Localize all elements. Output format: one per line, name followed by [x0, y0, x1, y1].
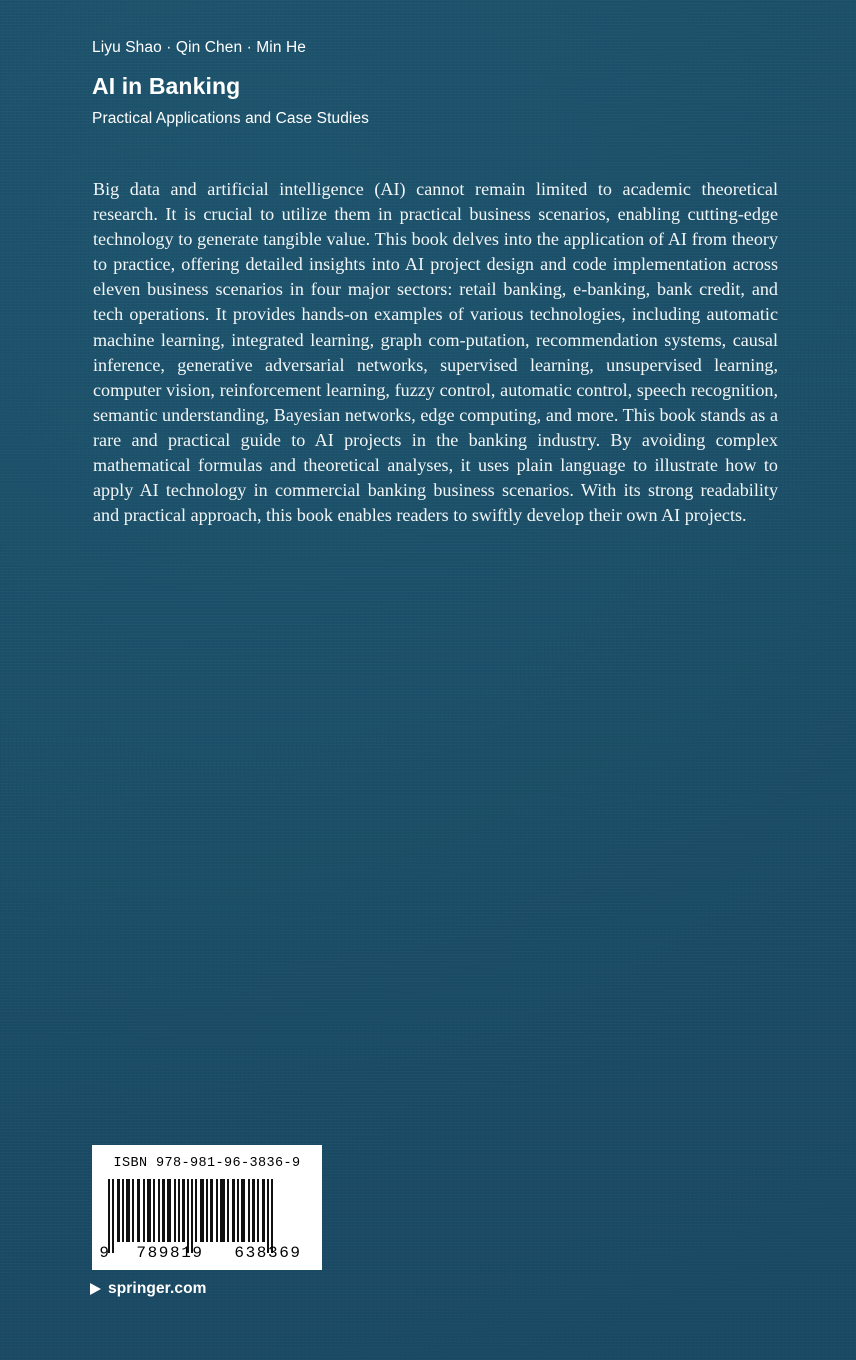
isbn-label: ISBN 978-981-96-3836-9 — [113, 1156, 301, 1171]
book-subtitle: Practical Applications and Case Studies — [92, 110, 370, 128]
springer-logo[interactable] — [90, 1280, 207, 1298]
ean-left-group: 789819 — [136, 1244, 204, 1262]
cover-header — [92, 39, 782, 129]
book-description: Big data and artificial intelligence (AI) cannot remain limited to academic theoretical research. It is crucial to utilize them in practical business scenarios, enabling cutting-edge technology to generate tangible value. This book delves into the application of AI from theory to practice, offering detailed insights into AI project design and code implementation across eleven business scenarios in four major sectors: retail banking, e-banking, bank credit, and tech operations. It provides hands-on examples of various technologies, including automatic machine learning, integrated learning, graph com-putation, recommendation systems, causal inference, generative adversarial networks, supervised learning, unsupervised learning, computer vision, reinforcement learning, fuzzy control, automatic control, speech recognition, semantic understanding, Bayesian networks, edge computing, and more. This book stands as a rare and practical guide to AI projects in the banking industry. By avoiding complex mathematical formulas and theoretical analyses, it uses plain language to illustrate how to apply AI technology in commercial banking business scenarios. With its strong readability and practical approach, this book enables readers to swiftly develop their own AI projects. — [93, 179, 778, 526]
isbn-barcode — [92, 1145, 322, 1270]
ean-right-group: 638369 — [234, 1244, 302, 1262]
publisher-url: springer.com — [108, 1280, 207, 1297]
triangle-right-icon — [90, 1283, 101, 1295]
barcode-bars — [108, 1179, 308, 1242]
ean-leading-digit: 9 — [99, 1244, 111, 1262]
ean-digits — [92, 1244, 322, 1262]
page-title: AI in Banking — [92, 72, 241, 99]
authors-line: Liyu Shao · Qin Chen · Min He — [92, 39, 306, 56]
